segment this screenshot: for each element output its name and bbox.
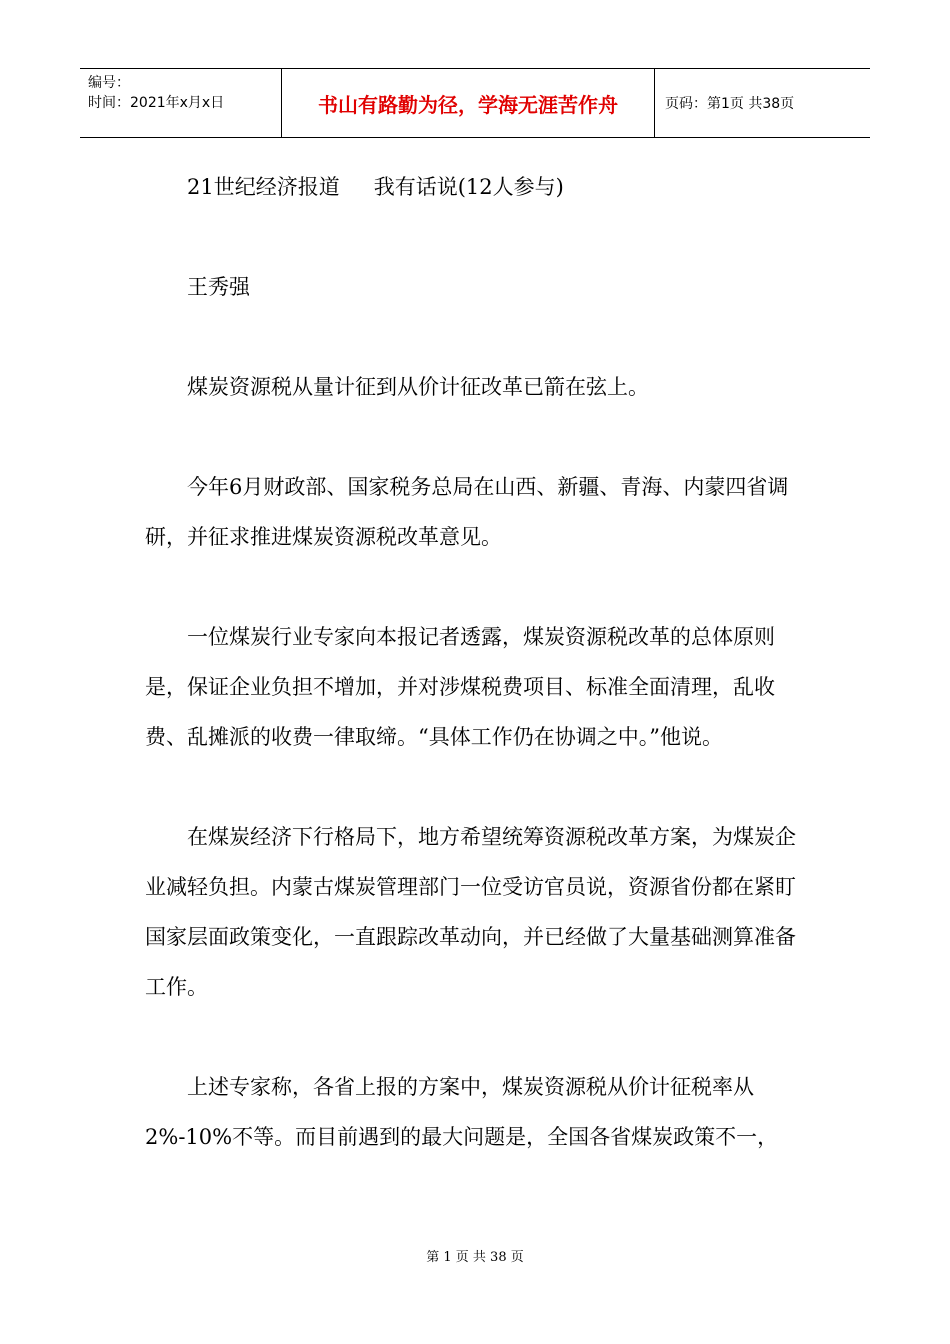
paragraph: 一位煤炭行业专家向本报记者透露，煤炭资源税改革的总体原则是，保证企业负担不增加，并对涉煤税费项目、标准全面清理，乱收费、乱摊派的收费一律取缔。“具体工作仍在协调之中。”他说。 — [145, 625, 775, 749]
header-page-info: 页码：第1页 共38页 — [665, 96, 795, 112]
header-meta — [80, 69, 282, 137]
author-name: 王秀强 — [187, 275, 250, 299]
paragraph: 煤炭资源税从量计征到从价计征改革已箭在弦上。 — [187, 375, 649, 399]
header-motto: 书山有路勤为径，学海无涯苦作舟 — [282, 69, 655, 137]
paragraph: 今年6月财政部、国家税务总局在山西、新疆、青海、内蒙四省调研，并征求推进煤炭资源税改革意见。 — [145, 475, 789, 549]
source-line — [145, 162, 807, 212]
time-label: 时间：2021年x月x日 — [88, 95, 225, 111]
page-footer: 第 1 页 共 38 页 — [426, 1250, 524, 1265]
number-label: 编号： — [88, 75, 130, 91]
comments-link: 我有话说(12人参与) — [373, 175, 564, 199]
source-name: 21世纪经济报道 — [187, 175, 340, 199]
paragraph: 上述专家称，各省上报的方案中，煤炭资源税从价计征税率从2%-10%不等。而目前遇到的最大问题是，全国各省煤炭政策不一， — [145, 1075, 779, 1149]
document-header — [80, 68, 870, 138]
article-body — [145, 162, 807, 1162]
paragraph: 在煤炭经济下行格局下，地方希望统筹资源税改革方案，为煤炭企业减轻负担。内蒙古煤炭管理部门一位受访官员说，资源省份都在紧盯国家层面政策变化，一直跟踪改革动向，并已经做了大量基础测算准备工作。 — [145, 825, 796, 999]
